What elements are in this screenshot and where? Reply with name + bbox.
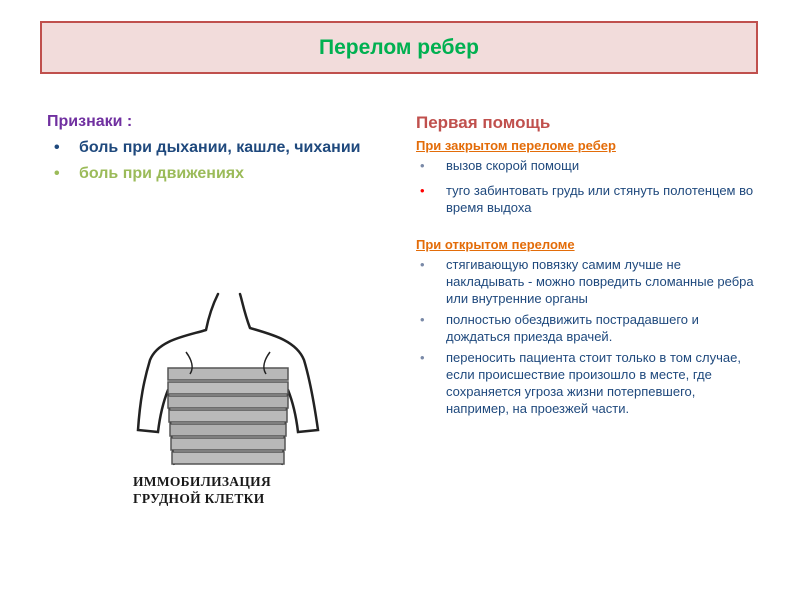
open-fracture-list bbox=[416, 256, 756, 417]
list-item bbox=[416, 311, 756, 345]
list-item bbox=[47, 138, 397, 158]
signs-section bbox=[47, 113, 397, 190]
aid-text: переносить пациента стоит только в том случае, если происшествие произошло в месте, где сохраняется угроза жизни потерпевшего, например, на проезжей части. bbox=[446, 350, 741, 416]
first-aid-section bbox=[416, 113, 756, 421]
list-item bbox=[416, 157, 756, 174]
bullet-dot-icon: • bbox=[420, 257, 425, 272]
closed-fracture-list bbox=[416, 157, 756, 216]
list-item bbox=[416, 182, 756, 216]
bullet-dot-icon: • bbox=[54, 165, 60, 182]
signs-list bbox=[47, 138, 397, 184]
caption-line-1: ИММОБИЛИЗАЦИЯ bbox=[133, 474, 271, 489]
aid-text: вызов скорой помощи bbox=[446, 158, 580, 173]
title-banner bbox=[40, 21, 758, 74]
page-title: Перелом ребер bbox=[319, 35, 479, 59]
list-item bbox=[416, 349, 756, 417]
figure-caption bbox=[133, 473, 333, 507]
closed-fracture-heading: При закрытом переломе ребер bbox=[416, 138, 616, 153]
open-fracture-heading: При открытом переломе bbox=[416, 237, 575, 252]
caption-line-2: ГРУДНОЙ КЛЕТКИ bbox=[133, 491, 265, 506]
list-item bbox=[47, 164, 397, 184]
bullet-dot-icon: • bbox=[420, 183, 425, 198]
bandage-wraps bbox=[168, 368, 288, 464]
bullet-dot-icon: • bbox=[54, 139, 60, 156]
sign-text: боль при движениях bbox=[79, 165, 245, 182]
aid-text: туго забинтовать грудь или стянуть полотенцем во время выдоха bbox=[446, 183, 754, 215]
bullet-dot-icon: • bbox=[420, 312, 425, 327]
sign-text: боль при дыхании, кашле, чихании bbox=[79, 139, 361, 156]
aid-text: стягивающую повязку самим лучше не накладывать - можно повредить сломанные ребра или внутренние органы bbox=[446, 257, 754, 306]
signs-heading: Признаки : bbox=[47, 113, 133, 130]
bullet-dot-icon: • bbox=[420, 350, 425, 365]
aid-text: полностью обездвижить пострадавшего и дождаться приезда врачей. bbox=[446, 312, 699, 344]
first-aid-heading: Первая помощь bbox=[416, 113, 551, 132]
list-item bbox=[416, 256, 756, 307]
bullet-dot-icon: • bbox=[420, 158, 425, 173]
